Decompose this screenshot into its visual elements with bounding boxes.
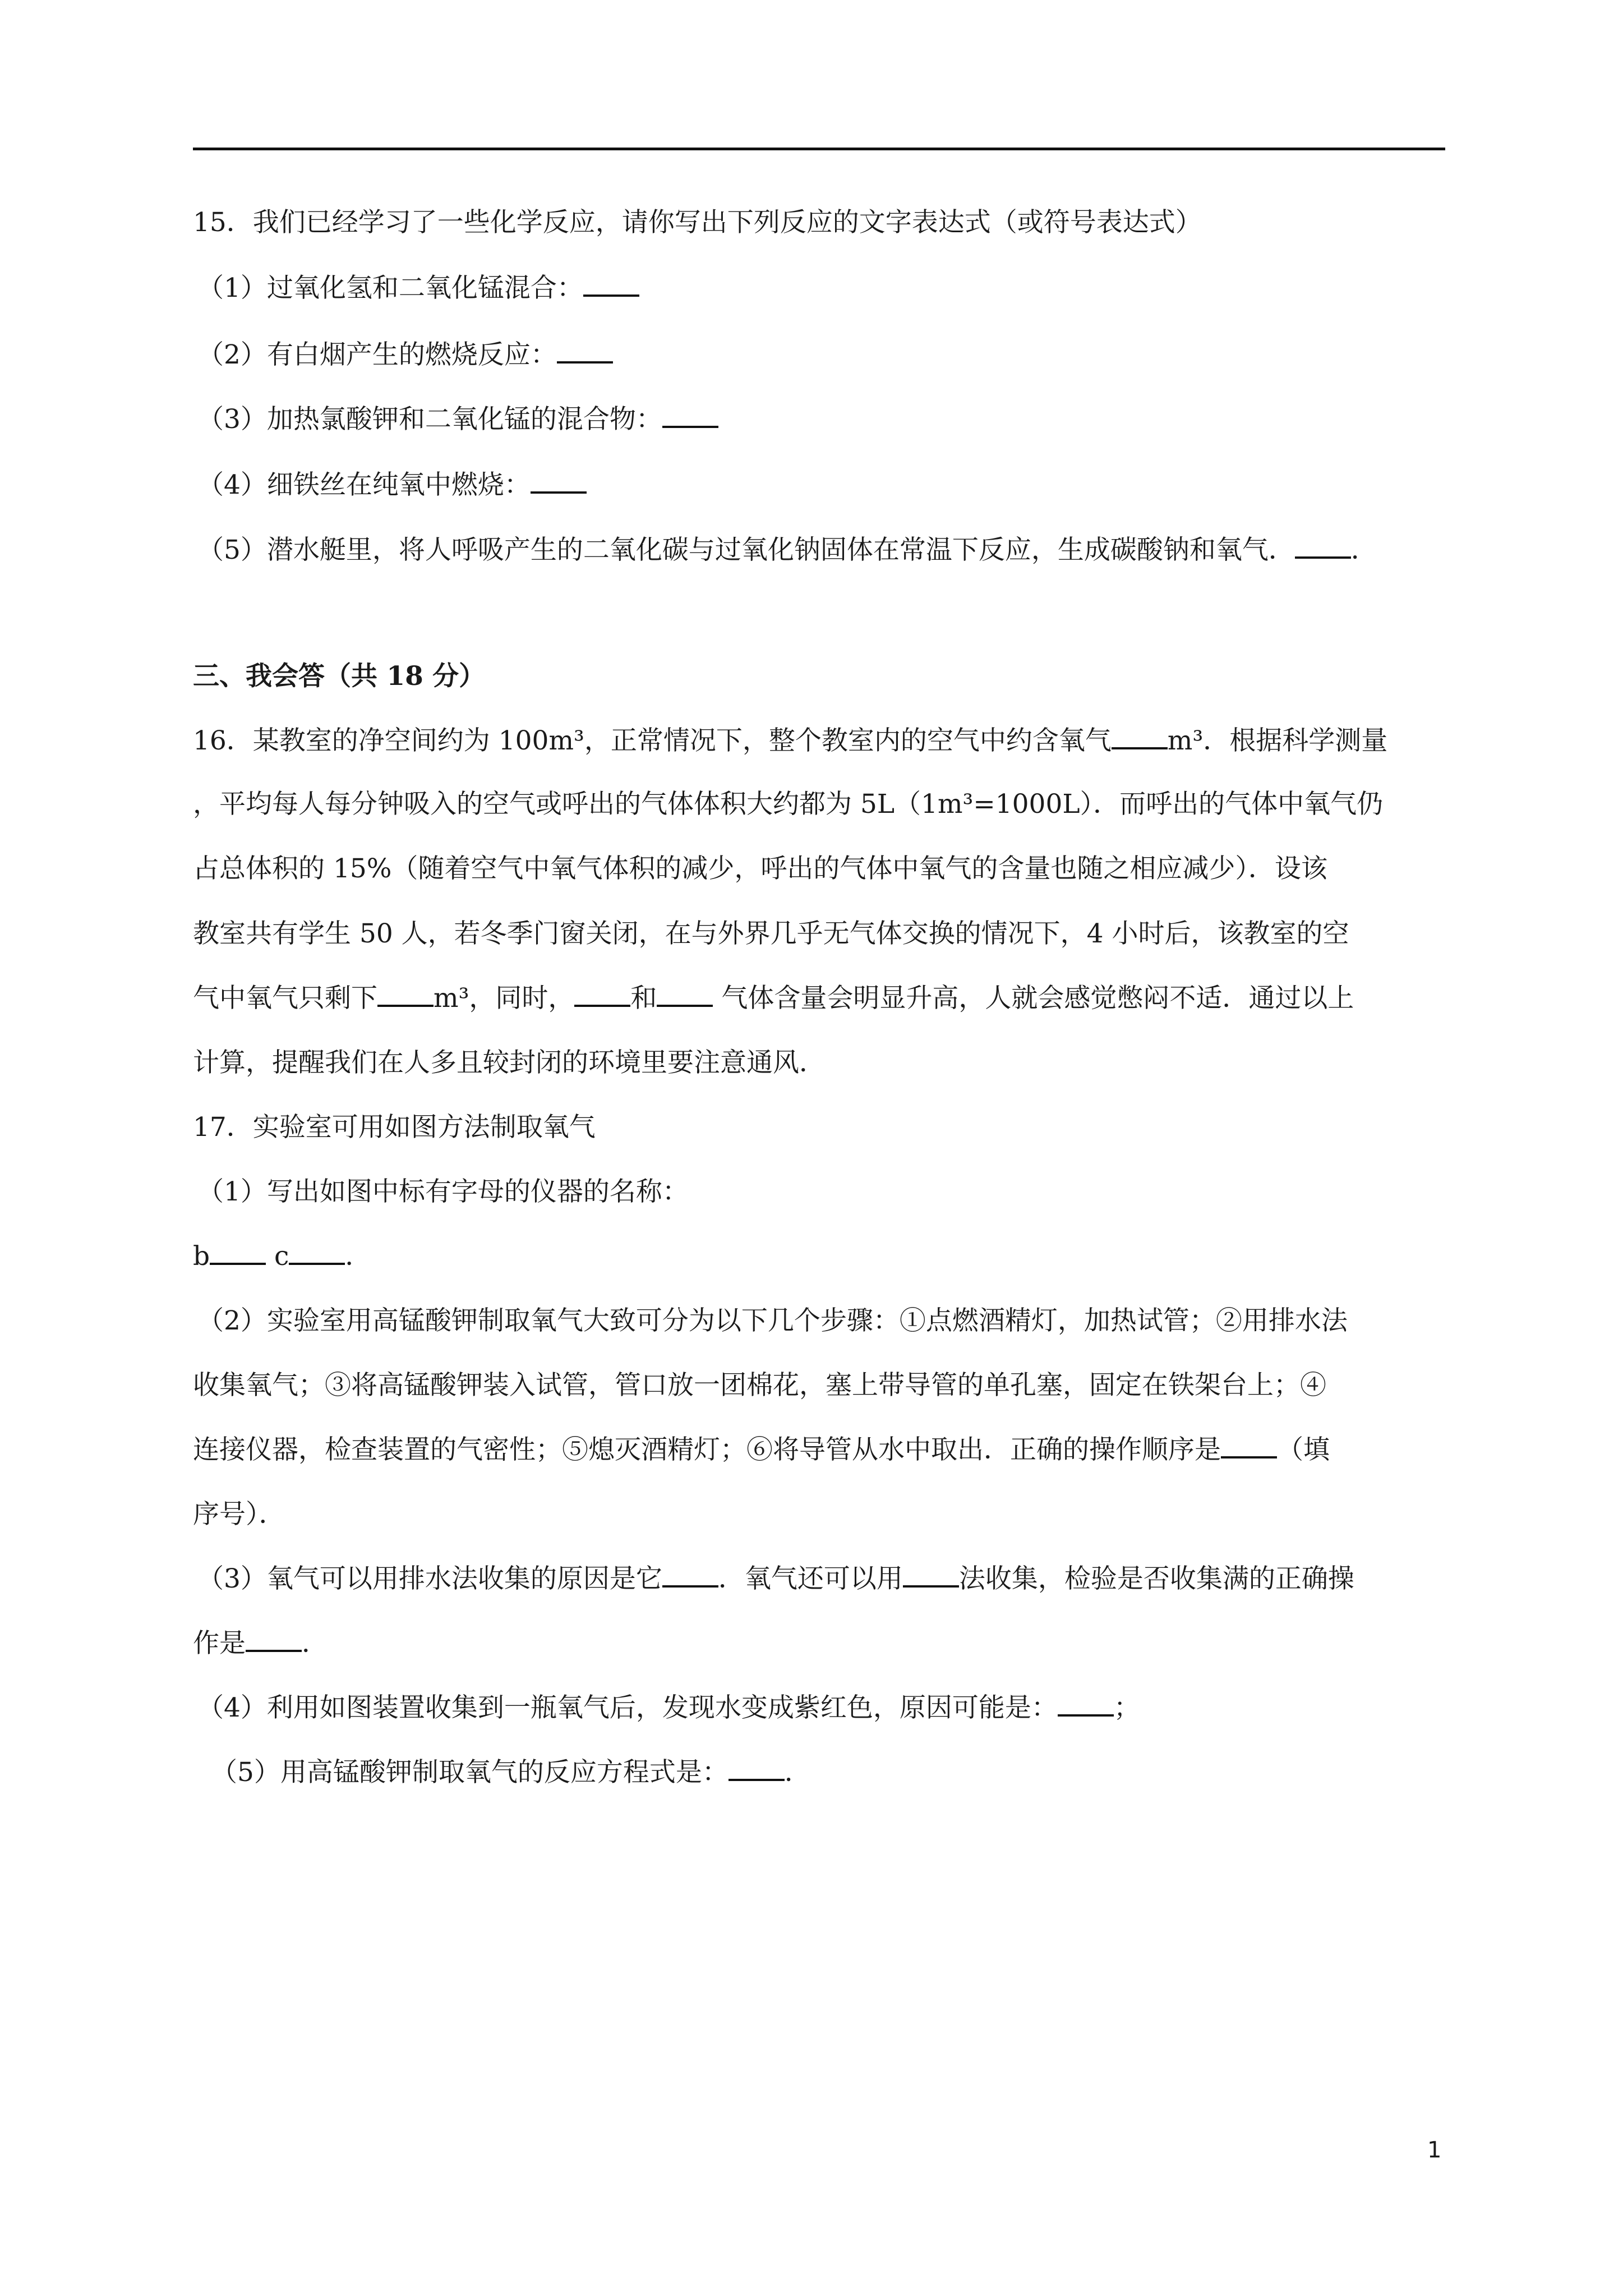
answer-blank[interactable] <box>662 1563 718 1588</box>
q17-part3-line1: （3）氧气可以用排水法收集的原因是它 ．氧气还可以用 法收集，检验是否收集满的正确操 <box>197 1563 1354 1594</box>
q16-line2: ，平均每人每分钟吸入的空气或呼出的气体体积大约都为 5L（1m³=1000L）．而呼出的气体中氧气仍 <box>193 789 1384 820</box>
q17-part1: （1）写出如图中标有字母的仪器的名称： <box>197 1176 689 1207</box>
q16-line6: 计算，提醒我们在人多且较封闭的环境里要注意通风． <box>193 1047 826 1078</box>
answer-blank[interactable] <box>531 469 587 494</box>
answer-blank[interactable] <box>1058 1692 1114 1717</box>
answer-blank[interactable] <box>662 403 718 428</box>
q17-part5: （5）用高锰酸钾制取氧气的反应方程式是： ． <box>211 1757 811 1788</box>
q15-part4: （4）细铁丝在纯氧中燃烧： <box>197 468 587 502</box>
q15-part3: （3）加热氯酸钾和二氧化锰的混合物： <box>197 403 718 436</box>
answer-blank[interactable] <box>557 339 613 364</box>
q15-part1: （1）过氧化氢和二氧化锰混合： <box>197 272 639 305</box>
q15-part5: （5）潜水艇里，将人呼吸产生的二氧化碳与过氧化钠固体在常温下反应，生成碳酸钠和氧气． ． <box>197 535 1377 565</box>
q17-part4: （4）利用如图装置收集到一瓶氧气后，发现水变成紫红色，原因可能是： ； <box>197 1692 1140 1723</box>
answer-blank[interactable] <box>377 982 434 1007</box>
header-rule <box>193 148 1445 150</box>
q16-line1: 16．某教室的净空间约为 100m³，正常情况下，整个教室内的空气中约含氧气 m³．根据科学测量 <box>193 725 1388 756</box>
answer-blank[interactable] <box>657 982 713 1007</box>
q17-part2-line3: 连接仪器，检查装置的气密性；⑤熄灭酒精灯；⑥将导管从水中取出．正确的操作顺序是 （填 <box>193 1434 1330 1465</box>
answer-blank[interactable] <box>1221 1434 1277 1458</box>
answer-blank[interactable] <box>574 982 630 1007</box>
q17-part2-line2: 收集氧气；③将高锰酸钾装入试管，管口放一团棉花，塞上带导管的单孔塞，固定在铁架台上；④ <box>193 1370 1326 1401</box>
answer-blank[interactable] <box>583 272 639 297</box>
answer-blank[interactable] <box>210 1240 266 1265</box>
q17-part3-line2: 作是 ． <box>193 1628 328 1659</box>
answer-blank[interactable] <box>728 1756 785 1781</box>
q16-line4: 教室共有学生 50 人，若冬季门窗关闭，在与外界几乎无气体交换的情况下，4 小时后，该教室的空 <box>193 918 1349 949</box>
q17-stem: 17．实验室可用如图方法制取氧气 <box>193 1112 596 1143</box>
answer-blank[interactable] <box>1295 534 1351 559</box>
answer-blank[interactable] <box>903 1563 959 1588</box>
answer-blank[interactable] <box>1112 725 1168 749</box>
q17-part2-line4: 序号）． <box>193 1499 285 1530</box>
section-title: 三、我会答（共 18 分） <box>193 661 486 692</box>
page-number: 1 <box>1427 2137 1442 2163</box>
answer-blank[interactable] <box>246 1627 302 1652</box>
q16-line5: 气中氧气只剩下 m³，同时， 和 气体含量会明显升高，人就会感觉憋闷不适．通过以上 <box>193 983 1354 1014</box>
q16-line3: 占总体积的 15%（随着空气中氧气体积的减少，呼出的气体中氧气的含量也随之相应减少）．设该 <box>193 853 1327 884</box>
q17-part1-answers: b c ． <box>193 1241 372 1272</box>
q17-part2-line1: （2）实验室用高锰酸钾制取氧气大致可分为以下几个步骤：①点燃酒精灯，加热试管；②用排水法 <box>197 1305 1348 1336</box>
q15-part2: （2）有白烟产生的燃烧反应： <box>197 338 613 372</box>
q15-stem: 15．我们已经学习了一些化学反应，请你写出下列反应的文字表达式（或符号表达式） <box>193 207 1202 238</box>
answer-blank[interactable] <box>289 1240 345 1265</box>
